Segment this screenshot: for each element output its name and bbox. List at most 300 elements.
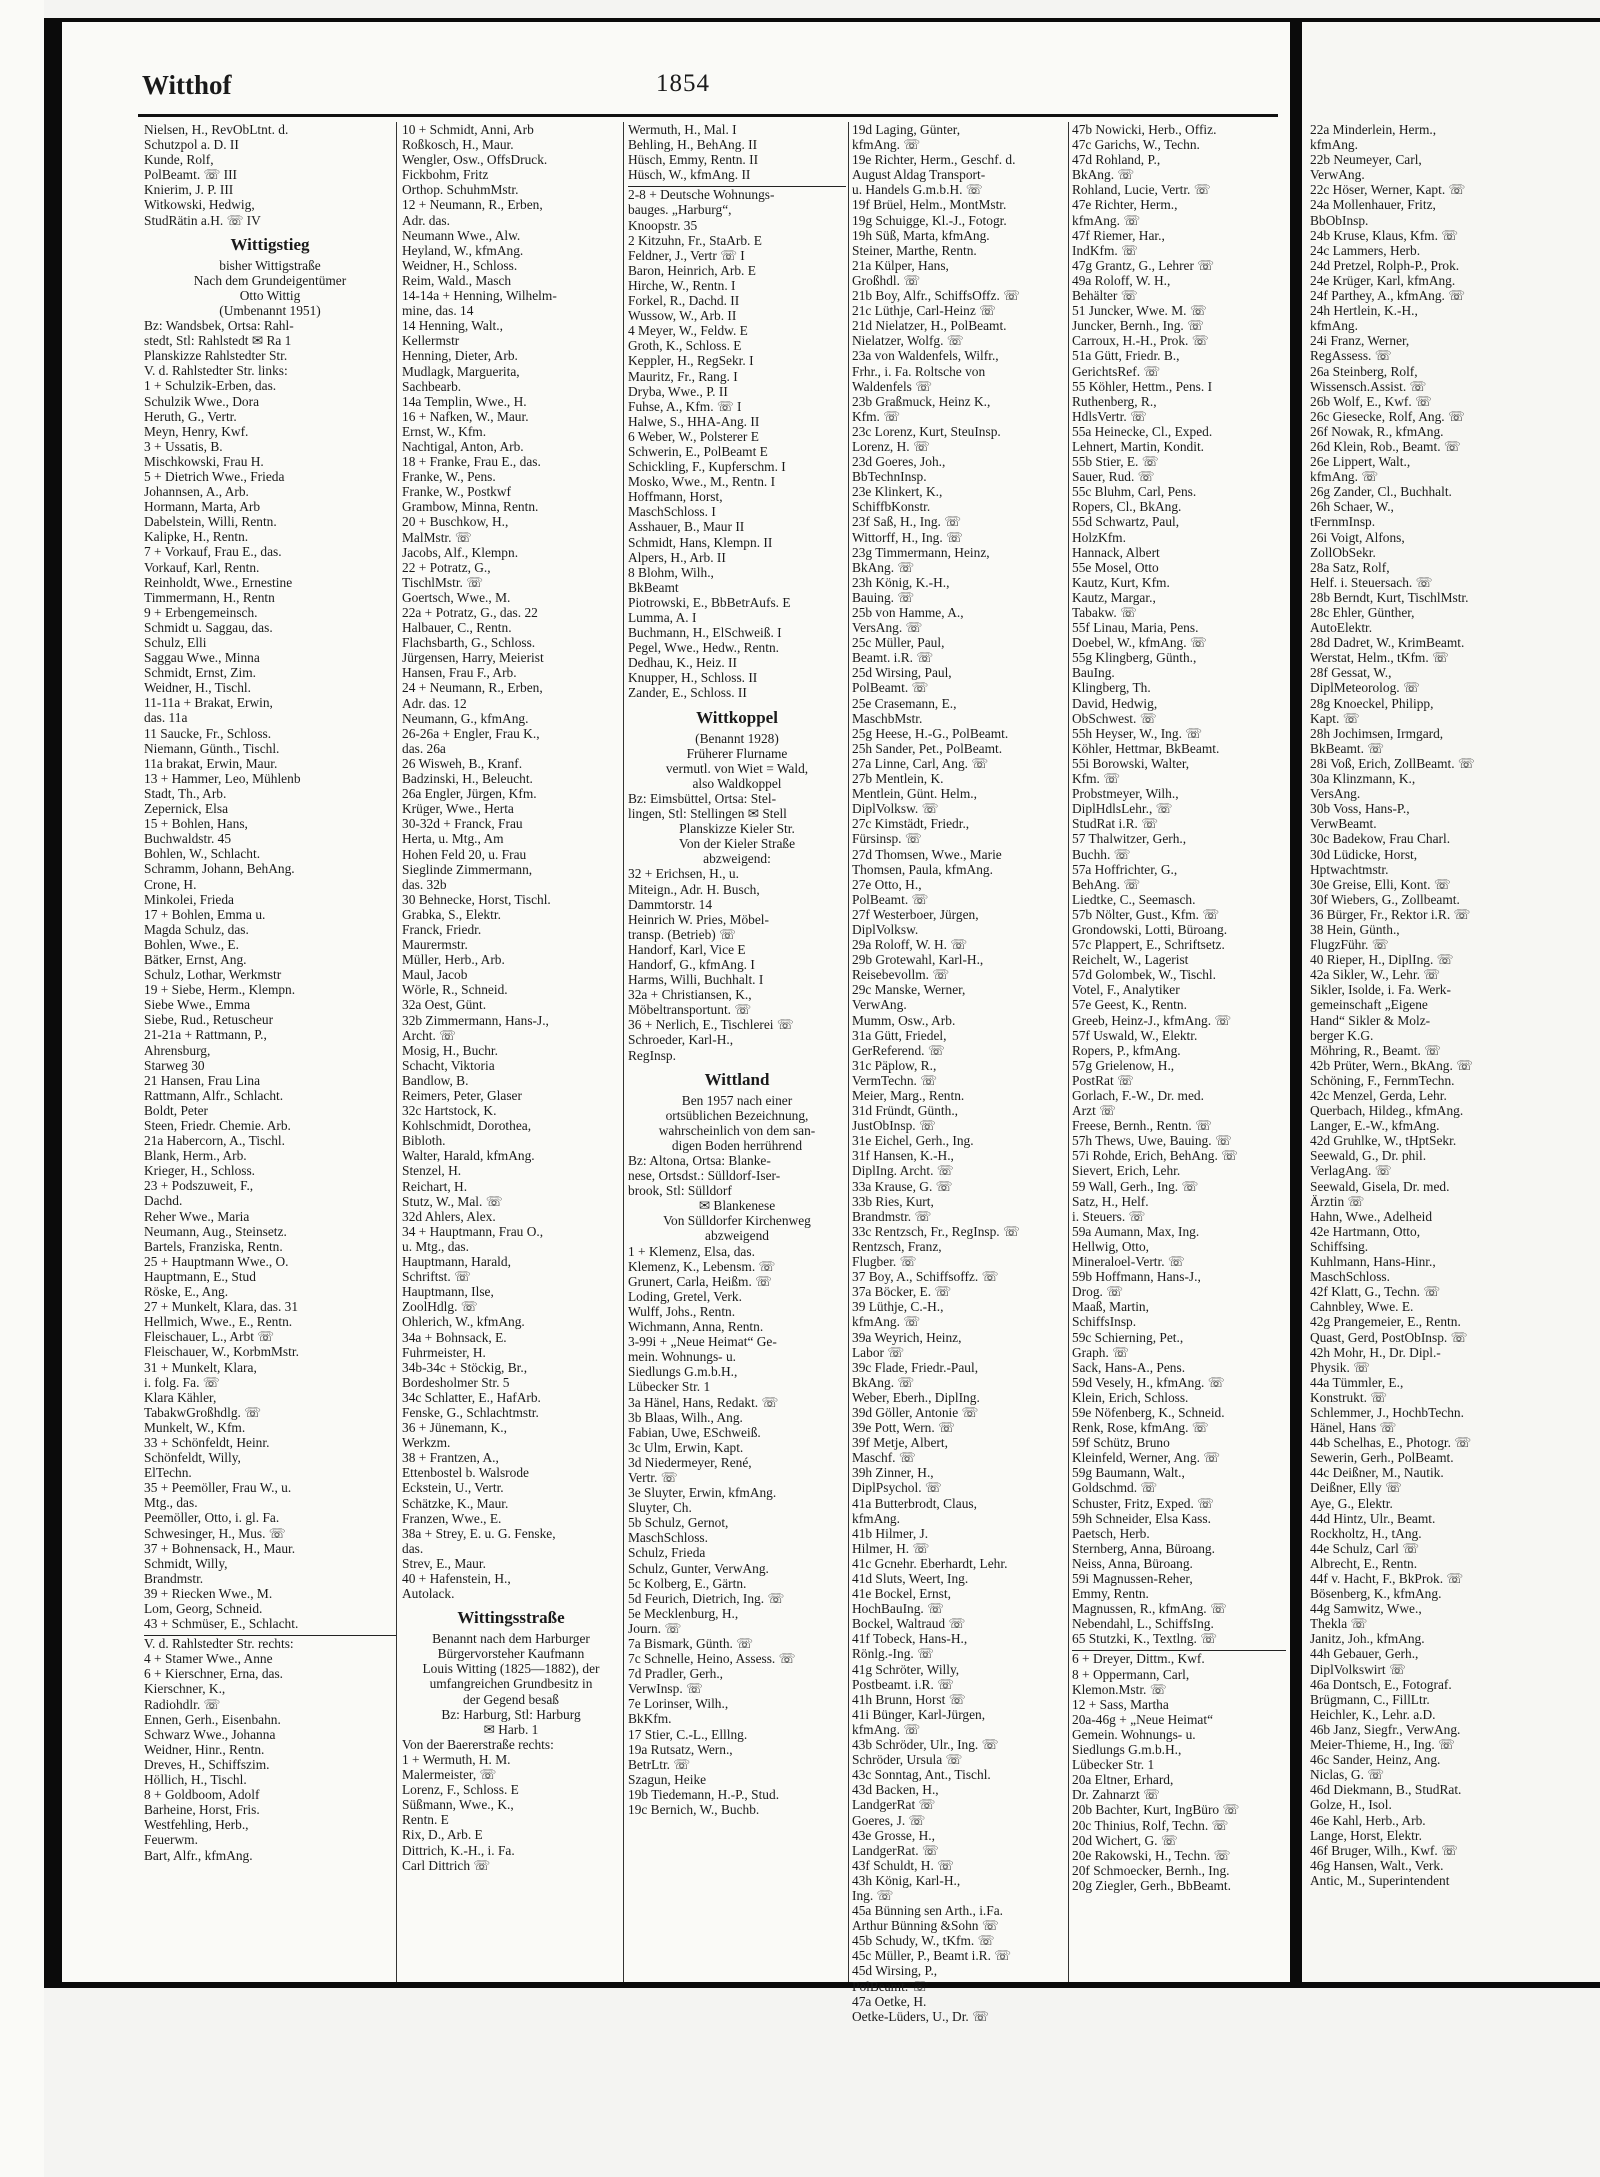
directory-line: Rohland, Lucie, Vertr. ☏	[1072, 182, 1211, 198]
directory-line: Dreves, H., Schiffszim.	[144, 1756, 270, 1772]
directory-line: Bordesholmer Str. 5	[402, 1374, 510, 1390]
directory-line: 5d Feurich, Dietrich, Ing. ☏	[628, 1590, 785, 1606]
directory-line: Maschf. ☏	[852, 1450, 916, 1466]
directory-line: Grunert, Carla, Heißm. ☏	[628, 1273, 772, 1289]
directory-line: 27d Thomsen, Wwe., Marie	[852, 846, 1002, 862]
directory-line: 11 Saucke, Fr., Schloss.	[144, 725, 272, 741]
directory-line: Mosig, H., Buchr.	[402, 1042, 498, 1058]
directory-line: Knupper, H., Schloss. II	[628, 670, 758, 686]
directory-line: V. d. Rahlstedter Str. rechts:	[144, 1635, 396, 1651]
directory-line: Physik. ☏	[1310, 1359, 1370, 1375]
directory-line: Kuhlmann, Hans-Hinr.,	[1310, 1254, 1436, 1270]
directory-line: 26b Wolf, E., Kwf. ☏	[1310, 393, 1432, 409]
directory-line: Weidner, H., Schloss.	[402, 257, 518, 273]
directory-line: 32c Hartstock, K.	[402, 1103, 497, 1119]
directory-line: Piotrowski, E., BbBetrAufs. E	[628, 594, 791, 610]
directory-line: 43b Schröder, Ulr., Ing. ☏	[852, 1737, 999, 1753]
directory-line: Kierschner, K.,	[144, 1681, 226, 1697]
directory-column-4	[852, 122, 1066, 2024]
directory-line: ZoolHdlg. ☏	[402, 1299, 478, 1315]
directory-line: Waldenfels ☏	[852, 378, 932, 394]
directory-line: Hirche, W., Rentn. I	[628, 277, 736, 293]
directory-line: Planskizze Kieler Str.	[679, 821, 795, 837]
directory-line: Großhdl. ☏	[852, 272, 921, 288]
directory-line: kfmAng. ☏	[852, 1314, 921, 1330]
directory-line: Schulz, Frieda	[628, 1545, 706, 1561]
directory-line: VersAng. ☏	[852, 620, 923, 636]
directory-line: Timmermann, H., Rentn	[144, 589, 275, 605]
directory-line: Neiss, Anna, Büroang.	[1072, 1555, 1193, 1571]
directory-line: GerReferend. ☏	[852, 1042, 945, 1058]
directory-line: 19f Brüel, Helm., MontMstr.	[852, 197, 1007, 213]
directory-line: Dabelstein, Willi, Rentn.	[144, 514, 277, 530]
directory-line: 3c Ulm, Erwin, Kapt.	[628, 1439, 744, 1455]
directory-line: Emmy, Rentn.	[1072, 1586, 1149, 1602]
directory-line: Badzinski, H., Beleucht.	[402, 771, 533, 787]
directory-line: BkAng. ☏	[1072, 167, 1135, 183]
directory-line: 59f Schütz, Bruno	[1072, 1435, 1170, 1451]
directory-line: 40 Rieper, H., DiplIng. ☏	[1310, 952, 1454, 968]
directory-line: 42h Mohr, H., Dr. Dipl.-	[1310, 1344, 1441, 1360]
directory-line: 55f Linau, Maria, Pens.	[1072, 620, 1199, 636]
directory-line: Orthop. SchuhmMstr.	[402, 182, 519, 198]
directory-line: 34 + Hauptmann, Frau O.,	[402, 1223, 544, 1239]
directory-line: 59b Hoffmann, Hans-J.,	[1072, 1269, 1201, 1285]
directory-line: BehAng. ☏	[1072, 876, 1141, 892]
directory-line: 47a Oetke, H.	[852, 1993, 927, 2009]
directory-line: 20g Ziegler, Gerh., BbBeamt.	[1072, 1877, 1231, 1893]
street-heading: Wittland	[704, 1069, 770, 1089]
directory-line: 22b Neumeyer, Carl,	[1310, 152, 1422, 168]
directory-line: 37 + Bohnensack, H., Maur.	[144, 1540, 296, 1556]
directory-line: 43h König, Karl-H.,	[852, 1872, 961, 1888]
directory-line: Schwarz Wwe., Johanna	[144, 1726, 276, 1742]
directory-line: 32a + Christiansen, K.,	[628, 987, 752, 1003]
directory-line: 7c Schnelle, Heino, Assess. ☏	[628, 1651, 796, 1667]
directory-line: Siebe, Rud., Retuscheur	[144, 1012, 274, 1028]
directory-line: 27e Otto, H.,	[852, 876, 922, 892]
directory-line: Maaß, Martin,	[1072, 1299, 1149, 1315]
directory-line: Adr. das. 12	[402, 695, 467, 711]
directory-line: MaschSchloss.	[1310, 1269, 1390, 1285]
directory-line: 57d Golombek, W., Tischl.	[1072, 967, 1216, 983]
directory-line: 30d Lüdicke, Horst,	[1310, 846, 1418, 862]
directory-line: Mumm, Osw., Arb.	[852, 1012, 956, 1028]
directory-line: 23g Timmermann, Heinz,	[852, 544, 990, 560]
directory-line: 65 Stutzki, K., Textlng. ☏	[1072, 1631, 1218, 1647]
directory-line: Asshauer, B., Maur II	[628, 519, 745, 535]
directory-line: 43f Schuldt, H. ☏	[852, 1857, 954, 1873]
directory-line: ObSchwest. ☏	[1072, 710, 1157, 726]
directory-line: Wussow, W., Arb. II	[628, 308, 737, 324]
directory-line: Forkel, R., Dachd. II	[628, 293, 740, 309]
directory-line: 14a Templin, Wwe., H.	[402, 393, 527, 409]
directory-line: 8 Blohm, Wilh.,	[628, 564, 714, 580]
directory-line: Reher Wwe., Maria	[144, 1208, 250, 1224]
directory-line: DiplIng. Archt. ☏	[852, 1163, 954, 1179]
directory-line: Buchmann, H., ElSchweiß. I	[628, 625, 782, 641]
directory-line: Pegel, Wwe., Hedw., Rentn.	[628, 640, 779, 656]
directory-line: 19 + Siebe, Herm., Klempn.	[144, 982, 296, 998]
directory-line: Fenske, G., Schlachtmstr.	[402, 1404, 539, 1420]
directory-line: 44h Gebauer, Gerh.,	[1310, 1646, 1419, 1662]
directory-line: 41g Schröter, Willy,	[852, 1661, 960, 1677]
directory-line: Juncker, Bernh., Ing. ☏	[1072, 318, 1204, 334]
directory-line: Klein, Erich, Schloss.	[1072, 1389, 1189, 1405]
directory-line: Weidner, H., Tischl.	[144, 680, 251, 696]
directory-line: 31e Eichel, Gerh., Ing.	[852, 1133, 974, 1149]
directory-line: Rentn. E	[402, 1812, 449, 1828]
directory-line: 45c Müller, P., Beamt i.R. ☏	[852, 1948, 1012, 1964]
directory-line: 43c Sonntag, Ant., Tischl.	[852, 1767, 991, 1783]
directory-line: Buchwaldstr. 45	[144, 831, 232, 847]
directory-line: 55i Borowski, Walter,	[1072, 755, 1190, 771]
directory-line: Feuerwm.	[144, 1832, 198, 1848]
directory-line: ElTechn.	[144, 1465, 192, 1481]
directory-line: Janitz, Joh., kfmAng.	[1310, 1631, 1425, 1647]
directory-line: 28h Jochimsen, Irmgard,	[1310, 725, 1444, 741]
directory-line: abzweigend:	[703, 851, 771, 867]
directory-line: 20e Rakowski, H., Techn. ☏	[1072, 1847, 1231, 1863]
directory-line: Sieglinde Zimmermann,	[402, 861, 533, 877]
directory-line: Eckstein, U., Vertr.	[402, 1480, 504, 1496]
directory-line: Frhr., i. Fa. Roltsche von	[852, 363, 986, 379]
directory-line: 28g Knoeckel, Philipp,	[1310, 695, 1434, 711]
directory-line: Reisebevollm. ☏	[852, 967, 950, 983]
directory-line: 26c Giesecke, Rolf, Ang. ☏	[1310, 408, 1465, 424]
directory-line: nese, Ortsdst.: Sülldorf-Iser-	[628, 1168, 781, 1184]
directory-line: Konstrukt. ☏	[1310, 1389, 1388, 1405]
directory-line: 33 + Schönfeldt, Heinr.	[144, 1434, 270, 1450]
directory-line: 36 + Nerlich, E., Tischlerei ☏	[628, 1017, 794, 1033]
directory-line: Ernst, W., Kfm.	[402, 423, 487, 439]
directory-line: Peemöller, Otto, i. gl. Fa.	[144, 1510, 280, 1526]
directory-line: Bartels, Franziska, Rentn.	[144, 1238, 283, 1254]
directory-line: Brügmann, C., FillLtr.	[1310, 1691, 1430, 1707]
directory-line: Reinholdt, Wwe., Ernestine	[144, 574, 293, 590]
directory-line: 3a Hänel, Hans, Redakt. ☏	[628, 1394, 779, 1410]
directory-line: 27f Westerboer, Jürgen,	[852, 906, 979, 922]
directory-line: 3d Niedermeyer, René,	[628, 1454, 752, 1470]
directory-line: Bart, Alfr., kfmAng.	[144, 1847, 253, 1863]
directory-line: Mosko, Wwe., M., Rentn. I	[628, 474, 776, 490]
directory-line: HolzKfm.	[1072, 529, 1126, 545]
directory-line: 17 Stier, C.-L., Elllng.	[628, 1726, 748, 1742]
directory-line: Rattmann, Alfr., Schlacht.	[144, 1087, 284, 1103]
directory-line: 29c Manske, Werner,	[852, 982, 966, 998]
directory-line: 59g Baumann, Walt.,	[1072, 1465, 1185, 1481]
directory-line: 57e Geest, K., Rentn.	[1072, 997, 1187, 1013]
directory-line: das. 26a	[402, 740, 446, 756]
directory-line: Lübecker Str. 1	[1072, 1757, 1155, 1773]
directory-line: 41c Gcnehr. Eberhardt, Lehr.	[852, 1555, 1008, 1571]
directory-line: Lorenz, F., Schloss. E	[402, 1782, 519, 1798]
directory-line: Heichler, K., Lehr. a.D.	[1310, 1706, 1436, 1722]
directory-line: Hahn, Wwe., Adelheid	[1310, 1208, 1433, 1224]
directory-line: 39f Metje, Albert,	[852, 1435, 948, 1451]
directory-line: Dachd.	[144, 1193, 183, 1209]
directory-line: PolBeamt. ☏	[852, 891, 929, 907]
directory-line: Hellmich, Wwe., E., Rentn.	[144, 1314, 293, 1330]
directory-line: Kapt. ☏	[1310, 710, 1360, 726]
directory-line: 40 + Hafenstein, H.,	[402, 1571, 511, 1586]
directory-line: kfmAng.	[1310, 318, 1358, 334]
directory-line: 21 Hansen, Frau Lina	[144, 1072, 261, 1088]
directory-line: 43d Backen, H.,	[852, 1782, 939, 1798]
directory-line: 28d Dadret, W., KrimBeamt.	[1310, 635, 1465, 651]
directory-line: Schuster, Fritz, Exped. ☏	[1072, 1495, 1214, 1511]
directory-line: Goeres, J. ☏	[852, 1812, 926, 1828]
directory-line: Niemann, Günth., Tischl.	[144, 740, 280, 756]
directory-line: Liedtke, C., Seemasch.	[1072, 891, 1196, 907]
directory-line: 24i Franz, Werner,	[1310, 333, 1410, 349]
directory-line: Fabian, Uwe, ESchweiß.	[628, 1424, 761, 1440]
directory-line: Freese, Bernh., Rentn. ☏	[1072, 1118, 1212, 1134]
directory-line: Handorf, Karl, Vice E	[628, 941, 746, 957]
directory-line: 14 Henning, Walt.,	[402, 318, 503, 334]
directory-line: Steen, Friedr. Chemie. Arb.	[144, 1118, 291, 1133]
directory-line: Schmidt, Ernst, Zim.	[144, 665, 256, 681]
directory-line: Helf. i. Steuersach. ☏	[1310, 574, 1433, 590]
directory-line: Bz: Altona, Ortsa: Blanke-	[628, 1153, 771, 1168]
directory-line: bisher Wittigstraße	[219, 257, 321, 273]
directory-line: 15 + Bohlen, Hans,	[144, 816, 248, 832]
directory-line: Kfm. ☏	[852, 408, 900, 424]
directory-line: Malermeister, ☏	[402, 1767, 497, 1783]
directory-line: digen Boden herrührend	[671, 1137, 803, 1153]
directory-line: 6 + Kierschner, Erna, das.	[144, 1666, 284, 1682]
directory-line: 25 + Hauptmann Wwe., O.	[144, 1253, 289, 1269]
directory-line: Paetsch, Herb.	[1072, 1525, 1150, 1541]
directory-line: Mischkowski, Frau H.	[144, 453, 264, 469]
directory-line: Wengler, Osw., OffsDruck.	[402, 152, 548, 168]
directory-column-6	[1310, 122, 1600, 1972]
directory-line: Roßkosch, H., Maur.	[402, 137, 514, 153]
directory-line: 20d Wichert, G. ☏	[1072, 1832, 1178, 1848]
directory-line: 6 + Dreyer, Dittm., Kwf.	[1072, 1650, 1286, 1666]
directory-line: 47f Riemer, Har.,	[1072, 227, 1165, 243]
directory-line: Sternberg, Anna, Büroang.	[1072, 1540, 1215, 1556]
directory-line: JustObInsp. ☏	[852, 1118, 936, 1134]
directory-line: Schulz, Elli	[144, 635, 207, 650]
page-number: 1854	[656, 70, 710, 97]
directory-line: 28f Gessat, W.,	[1310, 665, 1392, 681]
directory-line: Fleischauer, W., KorbmMstr.	[144, 1344, 299, 1360]
directory-line: Brandmstr.	[144, 1570, 204, 1586]
directory-line: Mentlein, Günt. Helm.,	[852, 786, 977, 802]
adjacent-page-fragment	[1302, 22, 1600, 1982]
directory-line: Halbauer, C., Rentn.	[402, 620, 512, 636]
directory-line: 32d Ahlers, Alex.	[402, 1208, 496, 1224]
directory-line: Starweg 30	[144, 1057, 205, 1073]
directory-line: 45b Schudy, W., tKfm. ☏	[852, 1933, 995, 1949]
directory-line: 20 + Buschkow, H.,	[402, 514, 509, 530]
directory-line: Munkelt, W., Kfm.	[144, 1419, 246, 1435]
directory-line: Querbach, Hildeg., kfmAng.	[1310, 1103, 1464, 1119]
directory-line: 39d Göller, Antonie ☏	[852, 1404, 979, 1420]
directory-line: 37 Boy, A., Schiffsoffz. ☏	[852, 1269, 999, 1285]
directory-line: tFernmInsp.	[1310, 514, 1376, 530]
directory-line: Bockel, Waltraud ☏	[852, 1616, 966, 1632]
directory-line: Knoopstr. 35	[628, 217, 698, 233]
directory-line: Schriftst. ☏	[402, 1269, 471, 1285]
directory-line: Halwe, S., HHA-Ang. II	[628, 413, 760, 429]
directory-line: Drog. ☏	[1072, 1284, 1123, 1300]
directory-line: 26h Schaer, W.,	[1310, 499, 1394, 515]
directory-line: transp. (Betrieb) ☏	[628, 926, 736, 942]
directory-line: Lorenz, H. ☏	[852, 438, 930, 454]
directory-line: Herta, u. Mtg., Am	[402, 831, 504, 847]
directory-line: TabakwGroßhdlg. ☏	[144, 1404, 261, 1420]
directory-line: Schiffsing.	[1310, 1238, 1369, 1254]
directory-line: 6 Weber, W., Polsterer E	[628, 428, 759, 444]
directory-line: Golze, H., Isol.	[1310, 1797, 1392, 1813]
directory-line: Hellwig, Otto,	[1072, 1238, 1149, 1254]
directory-line: Meyn, Henry, Kwf.	[144, 423, 249, 439]
directory-line: 20a-46g + „Neue Heimat“	[1072, 1711, 1214, 1727]
directory-line: Schätzke, K., Maur.	[402, 1495, 509, 1511]
directory-line: Kleinfeld, Werner, Ang. ☏	[1072, 1450, 1221, 1466]
directory-line: 26d Klein, Rob., Beamt. ☏	[1310, 438, 1461, 454]
directory-line: 24d Pretzel, Rolph-P., Prok.	[1310, 257, 1460, 273]
directory-line: Möhring, R., Beamt. ☏	[1310, 1042, 1441, 1058]
directory-line: Saggau Wwe., Minna	[144, 650, 260, 666]
directory-line: Buchh. ☏	[1072, 846, 1131, 862]
directory-line: Wittorff, H., Ing. ☏	[852, 529, 963, 545]
directory-line: Schickling, F., Kupferschm. I	[628, 459, 786, 475]
directory-line: 39c Flade, Friedr.-Paul,	[852, 1359, 979, 1375]
directory-line: 27a Linne, Carl, Ang. ☏	[852, 755, 989, 771]
directory-line: das.	[402, 1540, 424, 1556]
directory-line: 46e Kahl, Herb., Arb.	[1310, 1812, 1426, 1828]
directory-line: Krieger, H., Schloss.	[144, 1163, 256, 1179]
directory-line: Walter, Harald, kfmAng.	[402, 1148, 535, 1164]
directory-line: Alpers, H., Arb. II	[628, 549, 726, 565]
directory-line: Werkzm.	[402, 1435, 451, 1451]
directory-line: berger K.G.	[1310, 1027, 1374, 1043]
directory-line: Jürgensen, Harry, Meierist	[402, 650, 544, 666]
directory-line: 36 Bürger, Fr., Rektor i.R. ☏	[1310, 906, 1471, 922]
directory-line: 7 + Vorkauf, Frau E., das.	[144, 544, 282, 560]
directory-line: 26i Voigt, Alfons,	[1310, 529, 1405, 545]
directory-line: VermTechn. ☏	[852, 1072, 937, 1088]
directory-line: Fuhrmeister, H.	[402, 1344, 486, 1360]
directory-line: 34c Schlatter, E., HafArb.	[402, 1389, 541, 1405]
directory-line: Hüsch, Emmy, Rentn. II	[628, 152, 759, 168]
street-heading: Wittingsstraße	[457, 1608, 565, 1628]
directory-line: Kohlschmidt, Dorothea,	[402, 1118, 532, 1134]
directory-line: Deißner, Elly ☏	[1310, 1480, 1402, 1496]
directory-line: Franke, W., Pens.	[402, 469, 496, 485]
directory-line: 7d Pradler, Gerh.,	[628, 1666, 724, 1682]
directory-line: Keppler, H., RegSekr. I	[628, 353, 754, 369]
directory-line: 47e Richter, Herm.,	[1072, 197, 1178, 213]
directory-line: Goertsch, Wwe., M.	[402, 589, 511, 605]
directory-line: 21a Habercorn, A., Tischl.	[144, 1133, 285, 1149]
column-divider	[396, 122, 397, 1982]
directory-line: Siedlungs G.m.b.H.,	[628, 1364, 738, 1380]
directory-line: StudRätin a.H. ☏ IV	[144, 212, 261, 228]
directory-line: 44d Hintz, Ulr., Beamt.	[1310, 1510, 1436, 1526]
directory-line: 34a + Bohnsack, E.	[402, 1329, 507, 1345]
directory-line: Neumann Wwe., Alw.	[402, 227, 521, 243]
directory-line: Langer, E.-W., kfmAng.	[1310, 1118, 1440, 1134]
directory-line: 23d Goeres, Joh.,	[852, 454, 946, 470]
directory-line: Arzt ☏	[1072, 1103, 1116, 1119]
directory-line: Goldschmd. ☏	[1072, 1480, 1158, 1496]
directory-line: 26a Engler, Jürgen, Kfm.	[402, 786, 537, 802]
directory-line: mine, das. 14	[402, 303, 474, 319]
directory-line: ✉ Blankenese	[698, 1198, 776, 1214]
directory-line: Reimers, Peter, Glaser	[402, 1088, 522, 1103]
directory-line: Jacobs, Alf., Klempn.	[402, 544, 519, 560]
directory-line: ortsüblichen Bezeichnung,	[665, 1107, 809, 1123]
directory-line: Barheine, Horst, Fris.	[144, 1802, 260, 1818]
directory-line: Adr. das.	[402, 212, 450, 228]
directory-line: Albrecht, E., Rentn.	[1310, 1555, 1418, 1571]
directory-line: 22a Minderlein, Herm.,	[1310, 122, 1437, 137]
directory-line: 29b Grotewahl, Karl-H.,	[852, 952, 984, 968]
directory-line: MaschSchloss.	[628, 1530, 708, 1546]
directory-line: Sikler, Isolde, i. Fa. Werk-	[1310, 982, 1451, 998]
directory-line: Sewerin, Gerh., PolBeamt.	[1310, 1450, 1454, 1466]
directory-line: 19e Richter, Herm., Geschf. d.	[852, 152, 1016, 168]
directory-line: Steiner, Marthe, Rentn.	[852, 242, 977, 258]
directory-line: V. d. Rahlstedter Str. links:	[144, 363, 288, 379]
directory-line: VerlagAng. ☏	[1310, 1163, 1392, 1179]
directory-line: Bätker, Ernst, Ang.	[144, 951, 247, 967]
directory-line: Magda Schulz, das.	[144, 921, 249, 937]
directory-line: 59d Vesely, H., kfmAng. ☏	[1072, 1374, 1225, 1390]
directory-line: 44e Schulz, Carl ☏	[1310, 1540, 1419, 1556]
directory-line: 19c Bernich, W., Buchb.	[628, 1802, 760, 1818]
directory-line: 25e Crasemann, E.,	[852, 695, 957, 711]
directory-line: 3b Blaas, Wilh., Ang.	[628, 1409, 743, 1425]
directory-line: Klemon.Mstr. ☏	[1072, 1681, 1167, 1697]
directory-line: 28a Satz, Rolf,	[1310, 559, 1390, 575]
directory-line: 59h Schneider, Elsa Kass.	[1072, 1510, 1211, 1526]
directory-line: umfangreichen Grundbesitz in	[429, 1676, 593, 1692]
directory-line: 59e Nöfenberg, K., Schneid.	[1072, 1404, 1225, 1420]
directory-line: Zepernick, Elsa	[144, 801, 229, 817]
directory-line: das. 32b	[402, 876, 447, 892]
directory-line: Reim, Wald., Masch	[402, 272, 512, 288]
directory-line: SchiffsInsp.	[1072, 1314, 1137, 1330]
directory-line: 41f Tobeck, Hans-H.,	[852, 1631, 968, 1647]
directory-line: Aye, G., Elektr.	[1310, 1495, 1393, 1511]
directory-line: 33a Krause, G. ☏	[852, 1178, 953, 1194]
directory-line: kfmAng.	[1310, 137, 1358, 153]
directory-line: Seewald, G., Dr. phil.	[1310, 1148, 1427, 1164]
street-heading: Wittigstieg	[230, 234, 310, 254]
directory-line: 44a Tümmler, E.,	[1310, 1374, 1404, 1390]
directory-page	[62, 22, 1290, 2024]
directory-line: Schmidt u. Saggau, das.	[144, 619, 273, 635]
directory-line: Früherer Flurname	[686, 745, 788, 761]
directory-line: 26-26a + Engler, Frau K.,	[402, 725, 540, 741]
directory-line: ✉ Harb. 1	[483, 1721, 539, 1737]
directory-line: Bz: Harburg, Stl: Harburg	[441, 1706, 581, 1722]
directory-line: BkAng. ☏	[852, 559, 915, 575]
directory-line: 30c Badekow, Frau Charl.	[1310, 831, 1451, 847]
directory-line: Louis Witting (1825—1882), der	[422, 1661, 600, 1677]
directory-line: Wörle, R., Schneid.	[402, 982, 508, 998]
directory-line: 20c Thinius, Rolf, Techn. ☏	[1072, 1817, 1229, 1833]
directory-line: 35 + Peemöller, Frau W., u.	[144, 1480, 292, 1496]
directory-line: Sluyter, Ch.	[628, 1500, 692, 1516]
directory-line: Von der Baererstraße rechts:	[402, 1736, 554, 1752]
directory-line: 3e Sluyter, Erwin, kfmAng.	[628, 1485, 777, 1501]
